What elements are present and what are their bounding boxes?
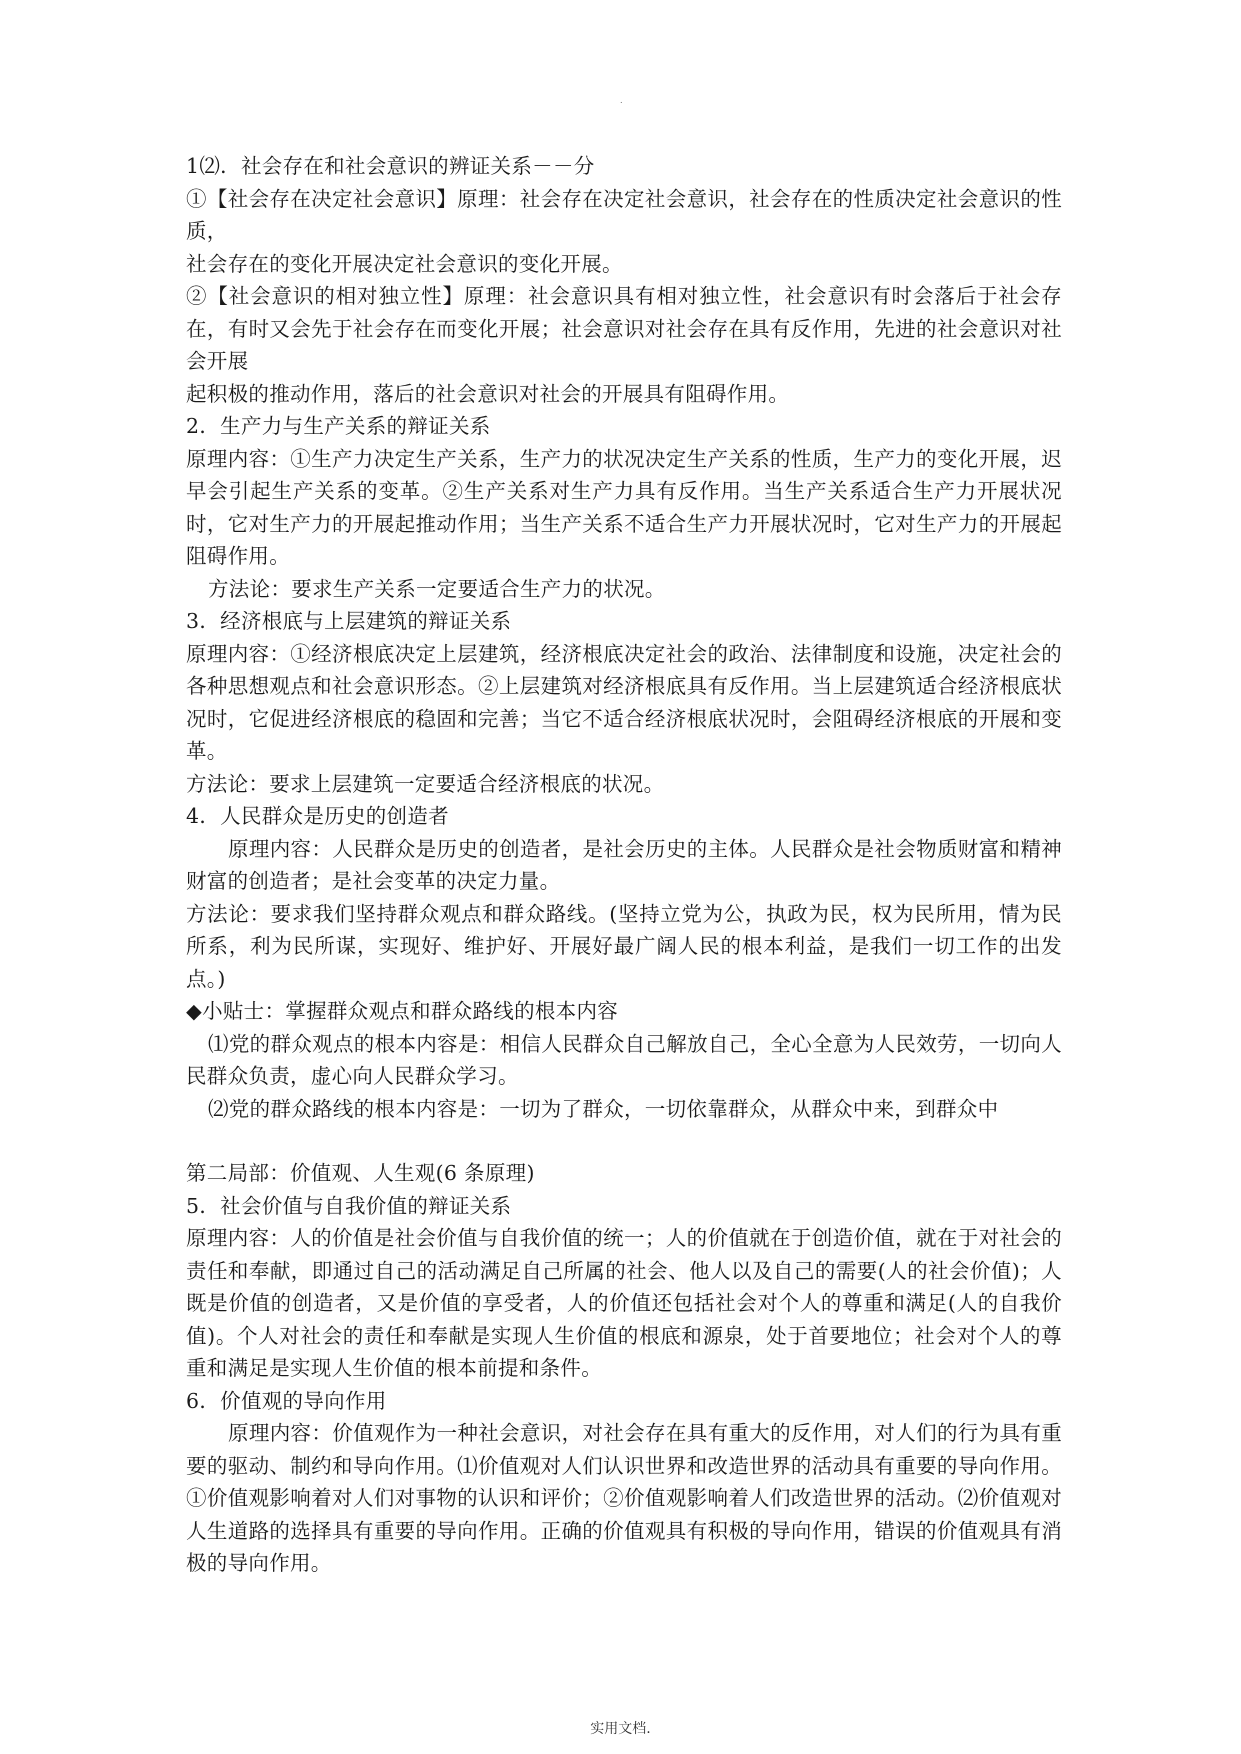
section-heading: 4．人民群众是历史的创造者 [186, 804, 449, 828]
document-body [186, 150, 1062, 1580]
page-footer: 实用文档. [590, 1721, 651, 1737]
paragraph: ⑵党的群众路线的根本内容是：一切为了群众，一切依靠群众，从群众中来，到群众中 [208, 1096, 999, 1121]
paragraph: 方法论：要求生产关系一定要适合生产力的状况。 [208, 576, 666, 601]
header-mark: . [620, 96, 623, 105]
paragraph: 1⑵．社会存在和社会意识的辨证关系－－分 [186, 154, 595, 178]
paragraph: ⑴党的群众观点的根本内容是：相信人民群众自己解放自己，全心全意为人民效劳，一切向人民群众负责，虚心向人民群众学习。 [186, 1031, 1062, 1088]
paragraph: 原理内容：①经济根底决定上层建筑，经济根底决定社会的政治、法律制度和设施，决定社会的各种思想观点和社会意识形态。②上层建筑对经济根底具有反作用。当上层建筑适合经济根底状况时，它促进经济根底的稳固和完善；当它不适合经济根底状况时，会阻碍经济根底的开展和变革。 [186, 641, 1062, 763]
paragraph: ②【社会意识的相对独立性】原理：社会意识具有相对独立性，社会意识有时会落后于社会存在，有时又会先于社会存在而变化开展；社会意识对社会存在具有反作用，先进的社会意识对社会开展 [186, 284, 1062, 373]
paragraph: 原理内容：人民群众是历史的创造者，是社会历史的主体。人民群众是社会物质财富和精神财富的创造者；是社会变革的决定力量。 [186, 836, 1062, 893]
paragraph: 原理内容：①生产力决定生产关系，生产力的状况决定生产关系的性质，生产力的变化开展，迟早会引起生产关系的变革。②生产关系对生产力具有反作用。当生产关系适合生产力开展状况时，它对生产力的开展起推动作用；当生产关系不适合生产力开展状况时，它对生产力的开展起阻碍作用。 [186, 446, 1062, 568]
paragraph: 起积极的推动作用，落后的社会意识对社会的开展具有阻碍作用。 [186, 381, 790, 406]
tip-heading: ◆小贴士：掌握群众观点和群众路线的根本内容 [186, 999, 619, 1023]
paragraph: 方法论：要求我们坚持群众观点和群众路线。(坚持立党为公，执政为民，权为民所用，情为民所系，利为民所谋，实现好、维护好、开展好最广阔人民的根本利益，是我们一切工作的出发点。) [186, 901, 1062, 991]
section-heading: 6．价值观的导向作用 [186, 1388, 387, 1413]
part-heading: 第二局部：价值观、人生观(6 条原理) [186, 1161, 535, 1185]
section-heading: 2．生产力与生产关系的辩证关系 [186, 414, 491, 438]
paragraph: 社会存在的变化开展决定社会意识的变化开展。 [186, 251, 623, 276]
paragraph: 原理内容：人的价值是社会价值与自我价值的统一；人的价值就在于创造价值，就在于对社会的责任和奉献，即通过自己的活动满足自己所属的社会、他人以及自己的需要(人的社会价值)；人既是价值的创造者，又是价值的享受者，人的价值还包括社会对个人的尊重和满足(人的自我价值)。个人对社会的责任和奉献是实现人生价值的根底和源泉，处于首要地位；社会对个人的尊重和满足是实现人生价值的根本前提和条件。 [186, 1226, 1062, 1380]
paragraph: 方法论：要求上层建筑一定要适合经济根底的状况。 [186, 771, 665, 796]
section-heading: 5．社会价值与自我价值的辩证关系 [186, 1193, 512, 1218]
section-heading: 3．经济根底与上层建筑的辩证关系 [186, 609, 512, 633]
paragraph: 原理内容：价值观作为一种社会意识，对社会存在具有重大的反作用，对人们的行为具有重要的驱动、制约和导向作用。⑴价值观对人们认识世界和改造世界的活动具有重要的导向作用。①价值观影响着对人们对事物的认识和评价；②价值观影响着人们改造世界的活动。⑵价值观对人生道路的选择具有重要的导向作用。正确的价值观具有积极的导向作用，错误的价值观具有消极的导向作用。 [186, 1421, 1062, 1575]
spacer [186, 1125, 1062, 1157]
paragraph: ①【社会存在决定社会意识】原理：社会存在决定社会意识，社会存在的性质决定社会意识的性质， [186, 186, 1062, 243]
